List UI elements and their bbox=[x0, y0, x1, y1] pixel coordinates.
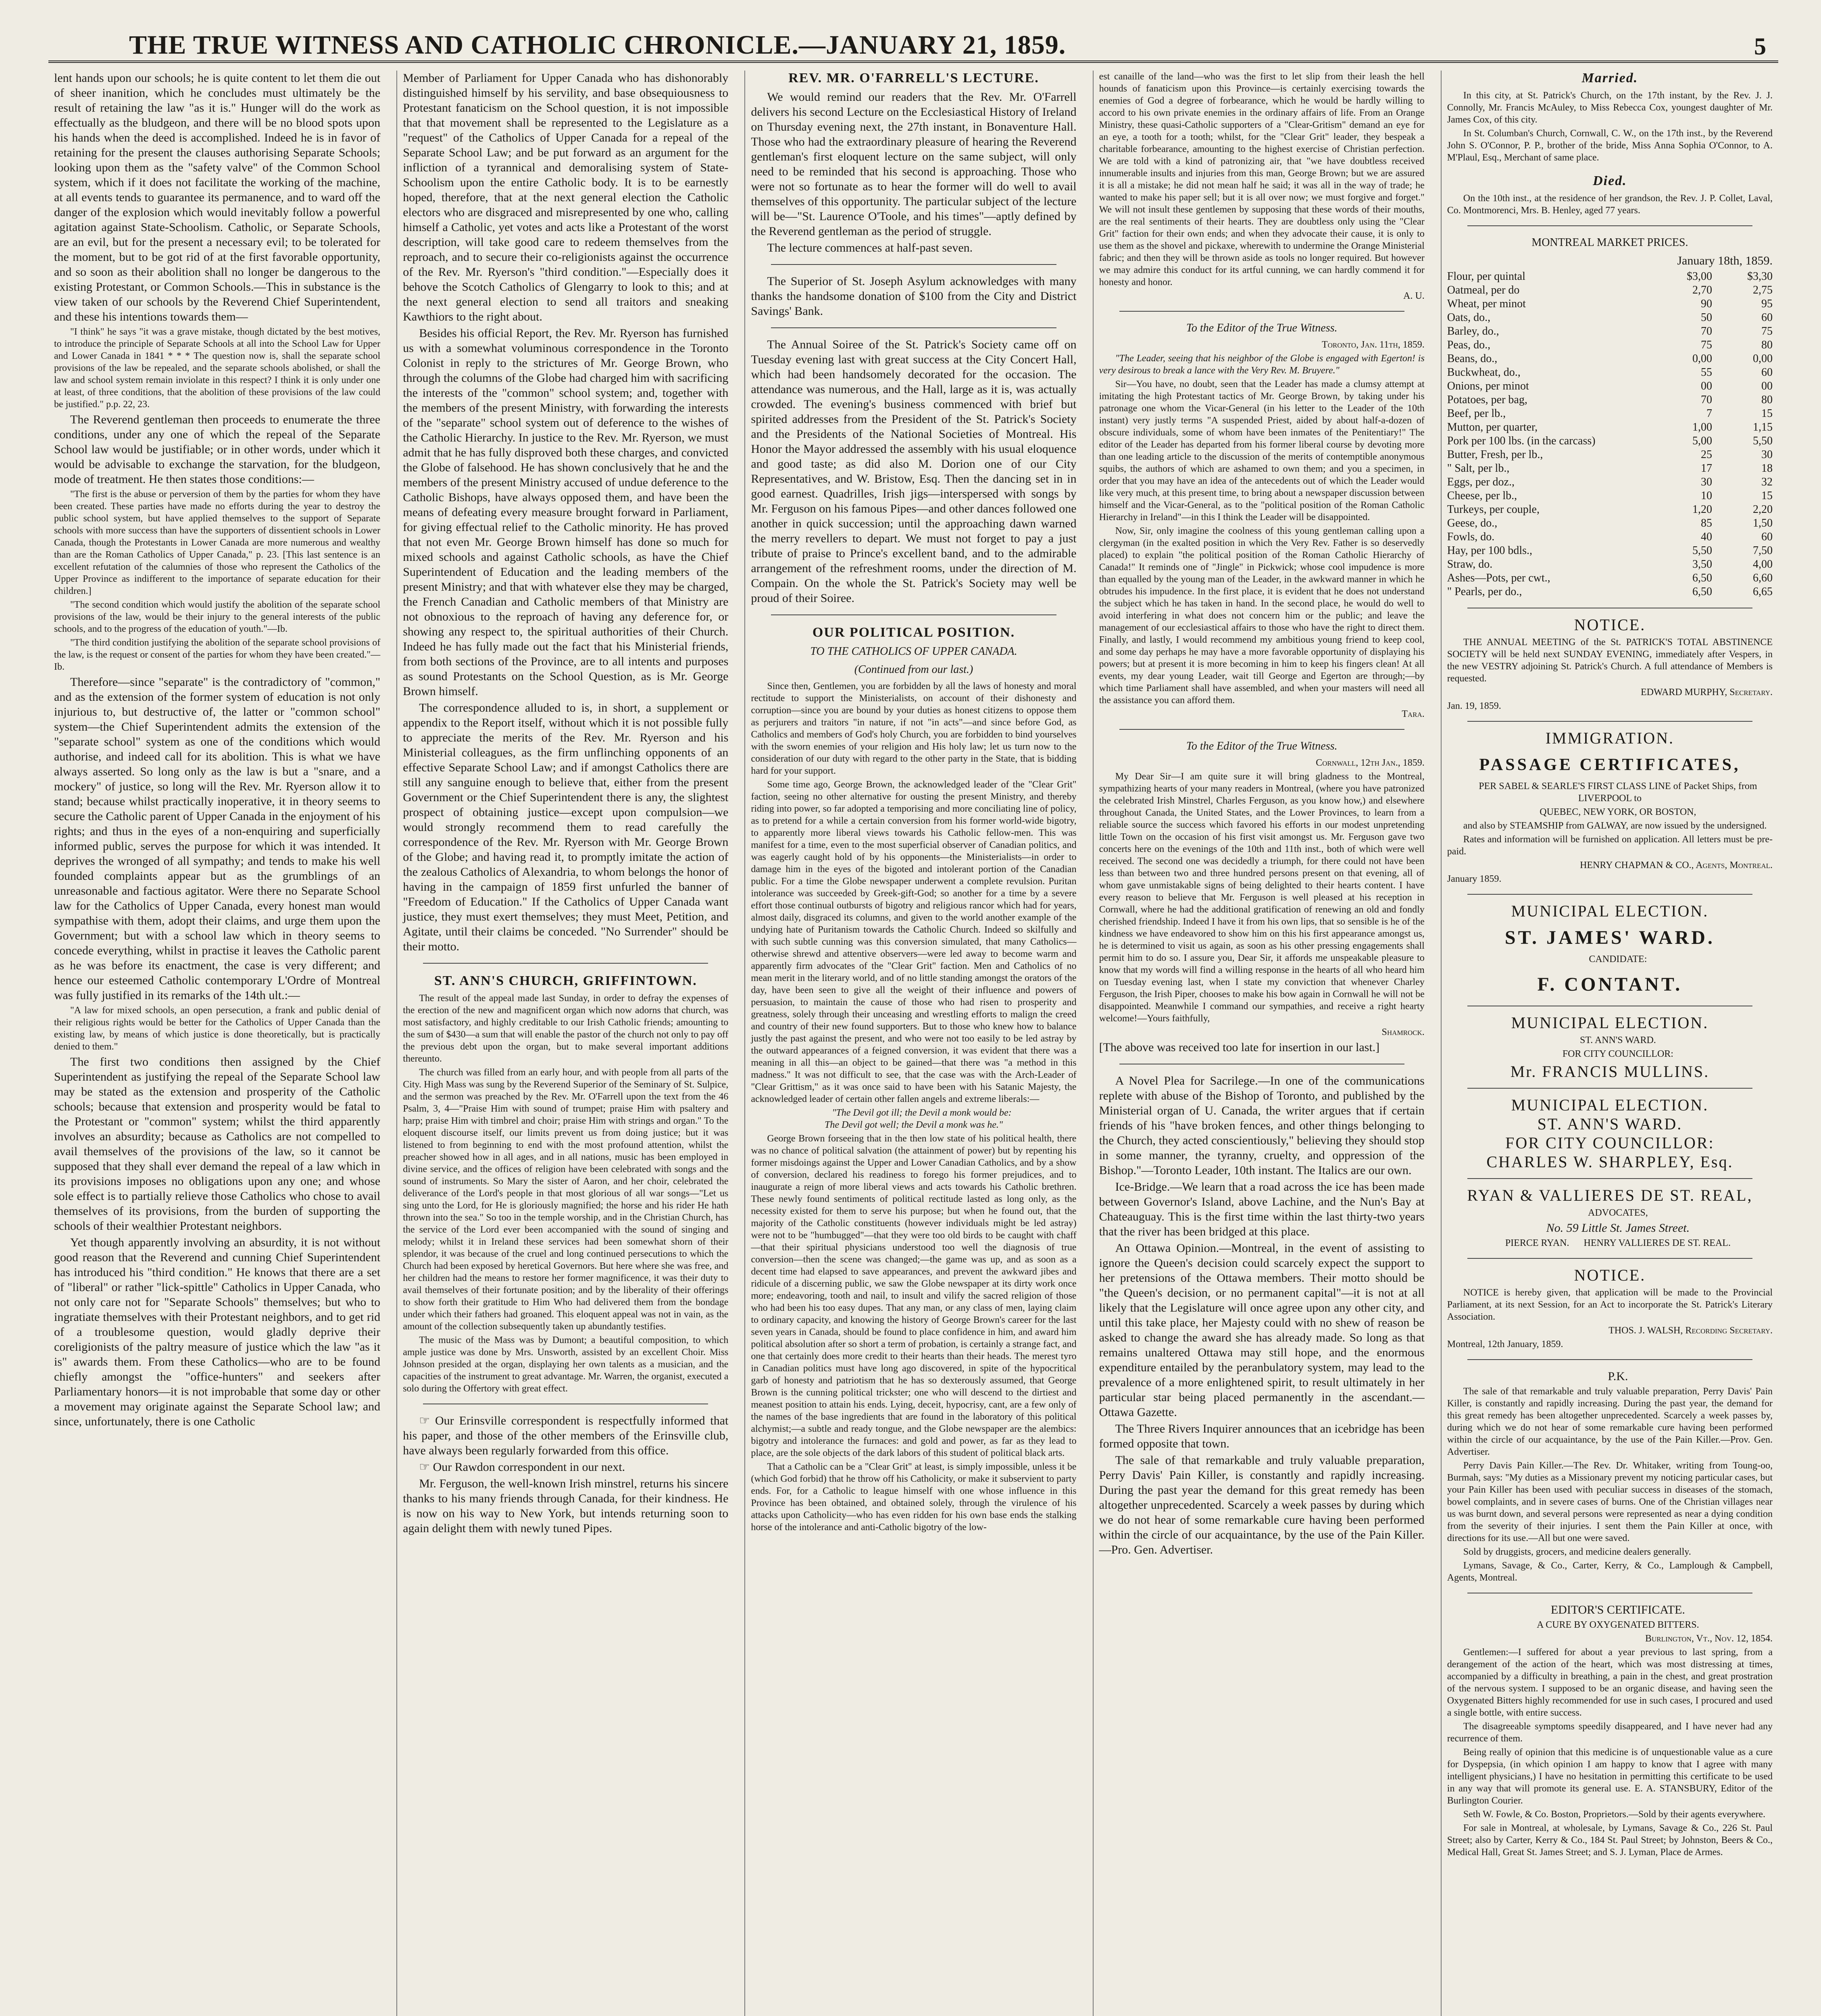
price-high: 32 bbox=[1761, 476, 1773, 488]
certificate-heading: EDITOR'S CERTIFICATE. bbox=[1550, 1603, 1685, 1616]
price-item: Hay, per 100 bdls., bbox=[1447, 544, 1533, 557]
headline: ST. ANN'S CHURCH, GRIFFINTOWN. bbox=[434, 973, 697, 988]
price-row bbox=[1447, 379, 1773, 393]
letter-paragraph: Sir—You have, no doubt, seen that the Leader has made a clumsy attempt at imitating the high Protestant tactics of Mr. George Brown, by taking under his patronage one whom the Vicar-General (in his letter to the Leader of the 10th instant) very justly terms "A suspended Priest, aided by about half-a-dozen of obscure individuals, some of whom have been inmates of the Penitentiary!" The editor of the Leader has departed from his former liberal course by devoting more than one leading article to the discussion of the merits of contemptible anonymous squibs, the authors of which are ashamed to own them; and you a specimen, in order that you may have an idea of the antecedents out of which the Leader would like very much, at this present time, to bring about a newspaper discussion between himself and the Vicar-General, as to the "political position of the Roman Catholic Hierarchy in Ireland"—in this I think the Leader will be disappointed. bbox=[1099, 379, 1425, 523]
certificate-text: Being really of opinion that this medicine is of unquestionable value as a cure for Dyspepsia, (in which opinion I am happy to know that I agree with many intelligent physicians,) I have no hesitation in permitting this certificate to be used in any way that will promote its general use. E. A. STANSBURY, Editor of the Burlington Courier. bbox=[1447, 1747, 1773, 1806]
editor-note: [The above was received too late for insertion in our last.] bbox=[1099, 1041, 1380, 1054]
election-ward: ST. JAMES' WARD. bbox=[1504, 927, 1715, 948]
divider bbox=[1467, 1088, 1752, 1089]
price-item: Beef, per lb., bbox=[1447, 407, 1506, 420]
price-item: Mutton, per quarter, bbox=[1447, 421, 1538, 433]
died-heading: Died. bbox=[1593, 173, 1627, 188]
divider bbox=[1467, 1258, 1752, 1259]
letter-paragraph: Now, Sir, only imagine the coolness of this young gentleman calling upon a clergyman (in the exalted position in which the Very Rev. Father is so deservedly placed) to explain "the political position of the Roman Catholic Hierarchy of Canada!" It reminds one of "Jingle" in Pickwick; whose cool impudence is more than equalled by the young man of the Leader, in the awkward manner in which he obtrudes his impudence. In the first place, it is evident that he does not understand the subject which he has taken in hand. In the second place, he would do well to avoid interfering in what does not concern him or the public; and leave the management of our ecclesiastical affairs to those who have the right to direct them. Finally, and lastly, I would recommend my ambitious young friend to keep cool, and some day perhaps he may have a more favorable opportunity of displaying his powers; but at present it is more becoming in him to keep his fingers clean! At all events, my dear young Leader, wait till George and Egerton are through;—by which time Parliament shall have assembled, and when your masters will need all the assistance you can afford them. bbox=[1099, 526, 1425, 706]
price-item: Potatoes, per bag, bbox=[1447, 394, 1527, 406]
passage-text: Rates and information will be furnished on application. All letters must be pre-paid. bbox=[1447, 834, 1773, 857]
news-item: An Ottawa Opinion.—Montreal, in the event of assisting to ignore the Queen's decision could scarcely expect the support to her pretensions of the Ottawa members. Their motto should be "the Queen's decision, or no permanent capital"—it is not at all likely that the Legislature will once agree upon any other city, and until this take place, her Majesty could with no shew of reason be asked to change the award she has already made. So long as that remains unaltered Ottawa may still hope, and the enormous expenditure entailed by the peranbulatory system, may lead to the prevalence of a more enlightened spirit, to result ultimately in her particular star being placed permanently in the ascendant.—Ottawa Gazette. bbox=[1099, 1241, 1425, 1419]
news-item: The sale of that remarkable and truly valuable preparation, Perry Davis' Pain Killer, is constantly and rapidly increasing. During the past year the demand for this great remedy has been altogether unprecedented. Scarcely a week passes by during which we do not hear of some remarkable cure having been performed within the circle of our acquaintance, by the use of the Pain Killer.—Pro. Gen. Advertiser. bbox=[1099, 1454, 1425, 1556]
price-high: 75 bbox=[1761, 325, 1773, 337]
quotation: "The first is the abuse or perversion of them by the parties for whom they have been created. These parties have made no efforts during the year to destroy the public school system, but have applied themselves to the support of Separate schools with more success than have the supporters of dissentient schools in Lower Canada, though the Protestants in Lower Canada are more numerous and wealthy than are the Roman Catholics of Upper Canada," p. 23. [This last sentence is an excellent refutation of the calumnies of those who represent the Catholics of the Upper Province as indifferent to the importance of separate education for their children.] bbox=[54, 489, 381, 596]
price-low: 0,00 bbox=[1692, 352, 1712, 365]
price-high: 15 bbox=[1761, 489, 1773, 502]
married-notice: In St. Columban's Church, Cornwall, C. W., on the 17th inst., by the Reverend John S. O'Connor, P. P., brother of the bride, Miss Anna Sophia O'Connor, to A. M'Plaul, Esq., Merchant of same place. bbox=[1447, 128, 1773, 163]
price-item: Butter, Fresh, per lb., bbox=[1447, 448, 1543, 461]
price-high: $3,30 bbox=[1747, 270, 1773, 283]
price-item: Oats, do., bbox=[1447, 311, 1491, 324]
price-low: 1,00 bbox=[1692, 421, 1712, 433]
price-item: Onions, per minot bbox=[1447, 380, 1529, 392]
divider bbox=[1119, 311, 1404, 312]
price-high: 18 bbox=[1761, 462, 1773, 475]
election-label: CANDIDATE: bbox=[1589, 954, 1647, 964]
election-heading: MUNICIPAL ELECTION. bbox=[1511, 902, 1709, 920]
column-2 bbox=[396, 71, 734, 2016]
passage-date: January 1859. bbox=[1447, 874, 1502, 884]
article-paragraph: Since then, Gentlemen, you are forbidden by all the laws of honesty and moral rectitude to support the Ministerialists, on account of their dishonesty and corruption—since you are bound by your duties as honest citizens to oppose them as perjurers and traitors "in nature, if not "in acts"—and since before God, as Catholics and members of God's holy Church, you are forbidden to bind yourselves with the sworn enemies of your religion and His holy law; let us turn now to the consideration of our duty with regard to the other party in the State, that is bidding hard for your support. bbox=[751, 681, 1077, 776]
married-heading: Married. bbox=[1581, 71, 1638, 85]
price-low: 50 bbox=[1701, 311, 1712, 324]
column-5 bbox=[1441, 71, 1778, 2016]
price-low: 2,70 bbox=[1692, 284, 1712, 296]
price-item: " Salt, per lb., bbox=[1447, 462, 1510, 475]
price-high: 6,60 bbox=[1753, 572, 1773, 584]
newspaper-page bbox=[48, 24, 1778, 2016]
price-low: 25 bbox=[1701, 448, 1712, 461]
article-paragraph: Besides his official Report, the Rev. Mr. Ryerson has furnished us with a somewhat voluminous correspondence in the Toronto Colonist in reply to the strictures of Mr. George Brown, who through the columns of the Globe had charged him with sacrificing the interests of the "common" school system; and, together with the members of the present Ministry, with forwarding the interests of the "separate" school system out of deference to the wishes of the Catholic Hierarchy. In justice to the Rev. Mr. Ryerson, we must admit that he has fully disproved both these charges, and convicted the Globe of falsehood. He has shown conclusively that he and the members of the present Ministry accused of undue deference to the Catholic Bishops, have always opposed them, and have been the means of defeating every measure brought forward in Parliament, for giving effectual relief to the Catholic minority. He has proved that not even Mr. George Brown himself has done so much for mixed schools and against Catholic schools, as have the Chief Superintendent of Education and the leading members of the present Ministry; and that with whatever else they may be charged, the French Canadian and Catholic members of that Ministry are not obnoxious to the reproach of having any deference for, or showing any respect to, the spiritual authorities of their Church. Indeed he has fully made out the fact that his Ministerial friends, from both sections of the Province, are to all intents and purposes as sound Protestants on the School Question, as is Mr. George Brown himself. bbox=[403, 327, 729, 698]
price-row bbox=[1447, 270, 1773, 283]
price-row bbox=[1447, 558, 1773, 571]
price-item: Straw, do. bbox=[1447, 558, 1493, 571]
price-high: 60 bbox=[1761, 531, 1773, 543]
price-high: 15 bbox=[1761, 407, 1773, 420]
certificate-text: For sale in Montreal, at wholesale, by Lymans, Savage & Co., 226 St. Paul Street; also by Carter, Kerry & Co., 184 St. Paul Street; by Johnston, Beers & Co., Medical Hall, Great St. James Street; and S. J. Lyman, Place de Armes. bbox=[1447, 1823, 1773, 1858]
notice-paragraph bbox=[403, 1413, 728, 1458]
price-row bbox=[1447, 283, 1773, 297]
article-paragraph: The Annual Soiree of the St. Patrick's Society came off on Tuesday evening last with great success at the City Concert Hall, which had been handsomely decorated for the occasion. The attendance was numerous, and the Hall, large as it is, was actually crowded. The evening's business commenced with brief but spirited addresses from the President of the St. Patrick's Society and the Presidents of the National Societies of Montreal. His Honor the Mayor addressed the assembly with his usual eloquence and good taste; as did also M. Dorion one of our City Representatives, and W. Bristow, Esq. Then the dancing set in in good earnest. Quadrilles, Irish jigs—interspersed with songs by Mr. Ferguson on his famous Pipes—and other dances followed one another in quick succession; until the approaching dawn warned the merry revellers to depart. We must not forget to pay a just tribute of praise to Prince's excellent band, and to the admirable arrangement of the refreshment rooms, under the direction of M. Compain. On the whole the St. Patrick's Society may well be proud of their Soiree. bbox=[751, 338, 1077, 605]
quotation: "The third condition justifying the abolition of the separate school provisions of the law, is the request or consent of the parties for whom they have been created."—Ib. bbox=[54, 637, 381, 672]
article-paragraph: The result of the appeal made last Sunday, in order to defray the expenses of the erection of the new and magnificent organ which now adorns that church, was most satisfactory, and highly creditable to our Irish Catholic friends; amounting to the sum of $430—a sum that will enable the pastor of the church not only to pay off the previous debt upon the organ, but to make several important additions thereunto. bbox=[403, 993, 729, 1064]
notice-signature: EDWARD MURPHY, Secretary. bbox=[1640, 687, 1773, 698]
price-row bbox=[1447, 544, 1773, 558]
immigration-heading: IMMIGRATION. bbox=[1545, 729, 1675, 747]
divider bbox=[771, 264, 1056, 265]
price-high: 1,15 bbox=[1753, 421, 1773, 433]
election-heading: MUNICIPAL ELECTION. bbox=[1511, 1014, 1709, 1032]
passage-text: PER SABEL & SEARLE'S FIRST CLASS LINE of Packet Ships, from LIVERPOOL to bbox=[1479, 781, 1757, 804]
price-high: 30 bbox=[1761, 448, 1773, 461]
advert-text: Sold by druggists, grocers, and medicine dealers generally. bbox=[1463, 1547, 1691, 1557]
price-row bbox=[1447, 585, 1773, 599]
article-paragraph: Mr. Ferguson, the well-known Irish minstrel, returns his sincere thanks to his many friends through Canada, for their kindness. He is now on his way to New York, but intends returning soon to again delight them with newly tuned Pipes. bbox=[403, 1477, 729, 1535]
price-row bbox=[1447, 434, 1773, 448]
price-item: " Pearls, per do., bbox=[1447, 585, 1522, 598]
price-high: 80 bbox=[1761, 339, 1773, 351]
columns bbox=[48, 71, 1778, 2016]
price-row bbox=[1447, 503, 1773, 516]
article-paragraph: est canaille of the land—who was the first to let slip from their leash the hell hounds of fanaticism upon this Province—is certainly exercising towards the enemies of God a degree of forbearance, which he would be hardly willing to accord to his own private enemies in the ordinary affairs of life. From an Orange Ministry, these quasi-Catholic supporters of a "Clear-Gritism" demand an eye for an eye, a tooth for a tooth; whilst, for the "Clear Grit" leader, they bespeak a charitable forbearance, amounting to the highest exercise of Christian perfection. We are told with a kind of patronizing air, that "we have doubtless received innumerable insults and injuries from this man, George Brown; but we are assured it is all a mistake; he did not mean half he said; it was all in the way of trade; he wanted to make his paper sell; but it is all over now; we must forgive and forget." We will not insult these gentlemen by supposing that these words of their mouths, are the real sentiments of their hearts. They are doubtless only using the "Clear Grit" faction for their own ends; and when they advocate their cause, it is only to use them as the shovel and pickaxe, wherewith to undermine the Orange Ministerial fabric; and then they will be thrown aside as tools no longer required. But however we may admire this conduct for its artful cunning, we can hardly commend it for honesty and honor. bbox=[1099, 71, 1425, 287]
passage-text: and also by STEAMSHIP from GALWAY, are now issued by the undersigned. bbox=[1463, 821, 1767, 831]
passage-signature: HENRY CHAPMAN & CO., Agents, Montreal. bbox=[1580, 860, 1773, 871]
prices-date: January 18th, 1859. bbox=[1677, 254, 1773, 267]
price-high: 2,75 bbox=[1753, 284, 1773, 296]
news-item: The Three Rivers Inquirer announces that an icebridge has been formed opposite that town. bbox=[1099, 1422, 1425, 1450]
price-high: 80 bbox=[1761, 394, 1773, 406]
divider bbox=[771, 327, 1056, 328]
advert-text: Lymans, Savage, & Co., Carter, Kerry, & Co., Lamplough & Campbell, Agents, Montreal. bbox=[1447, 1560, 1773, 1583]
letter-paragraph: My Dear Sir—I am quite sure it will bring gladness to the Montreal, sympathizing hearts of your many readers in Montreal, (where you have patronized the celebrated Irish Minstrel, Charles Ferguson, as you know how,) and elsewhere throughout Canada, the United States, and the Lower Provinces, to learn from a reliable source the success which favored his efforts in our modest unpretending little Town on the occasion of his first visit amongst us. Mr. Ferguson gave two concerts here on the evenings of the 10th and 11th inst., both of which were well received. The second one was decidedly a triumph, for there could not have been less than between two and three hundred persons present on that evening, all of whom gave unmistakable signs of being delighted to their hearts content. I have every reason to believe that Mr. Ferguson is well pleased at his reception in Cornwall, where he had the additional gratification of renewing an old and fondly cherished friendship. Indeed I have it from his own lips, that so sensible is he of the kindness we have endeavored to show him on this his first appearance amongst us, he is determined to visit us again, as soon as his other pressing engagements shall permit him to do so. I assure you, Dear Sir, it affords me unspeakable pleasure to know that my words will find a willing response in the hearts of all who heard him on Tuesday evening last, when I state my conviction that whenever Charley Ferguson, the Irish Piper, chooses to make his bow again in Cornwall he will not be disappointed. Meanwhile I command our sympathies, and receive a right hearty welcome!—Yours faithfully, bbox=[1099, 771, 1425, 1024]
advert-text: Perry Davis Pain Killer.—The Rev. Dr. Whitaker, writing from Toung-oo, Burmah, says: "My duties as a Missionary prevent my noticing particular cases, but your Pain Killer has been used with peculiar success in diseases of the stomach, bowel complaints, and in severe cases of burns. One of the Christian villages near us was burnt down, and several persons were represented as near a dying condition from the severity of their injuries. I sent them the Pain Killer at once, with directions for its use.—All but one were saved. bbox=[1447, 1460, 1773, 1543]
election-ward: ST. ANN'S WARD. bbox=[1579, 1035, 1656, 1045]
election-ward: ST. ANN'S WARD. bbox=[1537, 1115, 1683, 1133]
price-low: 40 bbox=[1701, 531, 1712, 543]
quotation: "I think" he says "it was a grave mistake, though dictated by the best motives, to introduce the principle of Separate Schools at all into the School Law for Upper and Lower Canada in 1841 * * * The question now is, shall the separate school provisions of the law be repealed, and the separate schools abolished, or shall the law and school system remain inviolate in this respect? I think it is only under one at least, of three conditions, that the abolition of these provisions of the law could be justified." p.p. 22, 23. bbox=[54, 327, 381, 410]
price-low: 5,50 bbox=[1692, 544, 1712, 557]
letter-date: Toronto, Jan. 11th, 1859. bbox=[1321, 339, 1425, 350]
masthead-title: THE TRUE WITNESS AND CATHOLIC CHRONICLE.—JANUARY 21, 1859. bbox=[129, 30, 1066, 60]
price-high: 6,65 bbox=[1753, 585, 1773, 598]
certificate-subheading: A CURE BY OXYGENATED BITTERS. bbox=[1537, 1620, 1699, 1630]
married-notice: In this city, at St. Patrick's Church, on the 17th instant, by the Rev. J. J. Connolly, Mr. Francis McAuley, to Miss Rebecca Cox, youngest daughter of Mr. James Cox, of this city. bbox=[1447, 90, 1773, 125]
election-candidate: Mr. FRANCIS MULLINS. bbox=[1510, 1062, 1710, 1081]
news-item: A Novel Plea for Sacrilege.—In one of the communications replete with abuse of the Bishop of Toronto, and published by the Ministerial organ of U. Canada, the writer argues that if certain friends of his "have broken fences, and other things belonging to the Church, they acted conscientiously," believing they should stop in some manner, the tyranny, cruelty, and oppression of the Bishop."—Toronto Leader, 10th instant. The Italics are our own. bbox=[1099, 1074, 1425, 1177]
article-paragraph: The correspondence alluded to is, in short, a supplement or appendix to the Report itself, without which it is not possible fully to appreciate the merits of the Rev. Mr. Ryerson and his Ministerial colleagues, as the firm unflinching opponents of an effective Separate School Law; and if amongst Catholics there are still any sanguine enough to believe that, either from the present Government or the Chief Superintendent there is any, the slightest prospect of obtaining justice—except upon compulsion—we would strongly recommend them to read carefully the correspondence of the Rev. Mr. Ryerson with Mr. George Brown of the Globe; and having read it, to promptly imitate the action of the zealous Catholics of Alexandria, to whom belongs the honor of having in the campaign of 1859 first unfurled the banner of "Freedom of Education." If the Catholics of Upper Canada want justice, they must exert themselves; they must Meet, Petition, and Agitate, until their claims be conceded. "No Surrender" should be their motto. bbox=[403, 701, 729, 953]
price-low: 5,00 bbox=[1692, 435, 1712, 447]
notice-text: Our Erinsville correspondent is respectfully informed that his paper, and those of the other members of the Erinsville club, have always been regularly forwarded from this office. bbox=[403, 1414, 729, 1457]
price-low: 85 bbox=[1701, 517, 1712, 529]
price-item: Barley, do., bbox=[1447, 325, 1499, 337]
price-row bbox=[1447, 421, 1773, 434]
quotation: "The second condition which would justify the abolition of the separate school provisions of the law, would be their injury to the general interests of the public schools, and to the progress of the education of youth."—Ib. bbox=[54, 600, 381, 634]
price-high: 60 bbox=[1761, 311, 1773, 324]
quotation: "A law for mixed schools, an open persecution, a frank and public denial of their religious rights would be better for the Catholics of Upper Canada than the existing law, by means of which justice is done theoretically, but is practically denied to them." bbox=[54, 1005, 381, 1052]
price-row bbox=[1447, 516, 1773, 530]
column-4 bbox=[1093, 71, 1430, 2016]
price-low: 7 bbox=[1706, 407, 1712, 420]
price-row bbox=[1447, 366, 1773, 379]
column-3 bbox=[744, 71, 1082, 2016]
election-label: FOR CITY COUNCILLOR: bbox=[1562, 1049, 1673, 1059]
price-high: 1,50 bbox=[1753, 517, 1773, 529]
election-label: FOR CITY COUNCILLOR: bbox=[1505, 1134, 1715, 1152]
divider bbox=[1467, 1178, 1752, 1179]
notice-text: Our Rawdon correspondent in our next. bbox=[433, 1460, 625, 1474]
notice-heading: NOTICE. bbox=[1574, 1266, 1646, 1284]
notice-date: Jan. 19, 1859. bbox=[1447, 701, 1501, 711]
price-row bbox=[1447, 407, 1773, 421]
price-low: 6,50 bbox=[1692, 585, 1712, 598]
divider bbox=[771, 614, 1056, 615]
certificate-date: Burlington, Vt., Nov. 12, 1854. bbox=[1645, 1633, 1773, 1644]
divider bbox=[1467, 721, 1752, 722]
notice-signature: THOS. J. WALSH, Recording Secretary. bbox=[1608, 1325, 1773, 1336]
price-row bbox=[1447, 338, 1773, 352]
notice-text: NOTICE is hereby given, that application will be made to the Provincial Parliament, at its next Session, for an Act to incorporate the St. Patrick's Literary Association. bbox=[1447, 1287, 1773, 1322]
article-paragraph: The Reverend gentleman then proceeds to enumerate the three conditions, under any one of which the repeal of the Separate School law would be justifiable; or in other words, under which it would be advisable to exchange the starvation, for the bludgeon, mode of treatment. He then states those conditions:— bbox=[54, 413, 381, 486]
price-item: Beans, do., bbox=[1447, 352, 1498, 365]
law-firm-subtitle: ADVOCATES, bbox=[1588, 1208, 1648, 1218]
price-high: 95 bbox=[1761, 298, 1773, 310]
price-item: Geese, do., bbox=[1447, 517, 1498, 529]
price-item: Buckwheat, do., bbox=[1447, 366, 1521, 379]
law-firm-address: No. 59 Little St. James Street. bbox=[1546, 1221, 1690, 1235]
price-row bbox=[1447, 530, 1773, 544]
divider bbox=[1467, 225, 1752, 226]
price-item: Oatmeal, per do bbox=[1447, 284, 1520, 296]
price-row bbox=[1447, 475, 1773, 489]
divider bbox=[1467, 894, 1752, 895]
certificate-text: Gentlemen:—I suffered for about a year previous to last spring, from a derangement of the action of the heart, which was most distressing at times, accompanied by a difficulty in breathing, a pain in the chest, and great prostration of the nervous system. I supposed to be an organic disease, and having seen the Oxygenated Bitters highly recommended for use in such cases, I procured and used a single bottle, with entire success. bbox=[1447, 1647, 1773, 1718]
divider bbox=[1467, 1359, 1752, 1360]
price-high: 00 bbox=[1761, 380, 1773, 392]
article-paragraph: The first two conditions then assigned by the Chief Superintendent as justifying the repeal of the Separate School law may be stated as the extension and prosperity of the Catholic schools; because that extension and prosperity would be fatal to the Protestant or "common" system; whilst the third apparently involves an absurdity; because as Catholics are not compelled to avail themselves of the provisions of the law, so it cannot be supposed that they shall ever demand the repeal of a law which in its provisions imposes no obligations upon any one; and whose sole effect is to partially relieve those Catholics who chose to avail themselves of its provisions, from the burden of supporting the schools of their wealthier Protestant neighbors. bbox=[54, 1055, 381, 1233]
price-item: Eggs, per doz., bbox=[1447, 476, 1515, 488]
price-high: 4,00 bbox=[1753, 558, 1773, 571]
divider bbox=[1119, 729, 1404, 730]
article-paragraph: The lecture commences at half-past seven. bbox=[767, 241, 973, 254]
price-row bbox=[1447, 571, 1773, 585]
article-paragraph: Therefore—since "separate" is the contradictory of "common," and as the extension of the former system of education is not only injurious to, but destructive of, the latter or "common school" system—the Chief Superintendent admits the extension of the "separate school" system as one of the conditions which would authorise, and indeed call for its abolition. This is what we have always asserted. So long only as the law is but a "snare, and a mockery" of justice, so long will the Rev. Mr. Ryerson allow it to stand; because whilst practically inoperative, it in theory seems to secure the Catholic parent of Upper Canada in the enjoyment of his rights; and thus in the eyes of a non-enquiring and superficially informed public, serves the purpose for which it was intended. It deprives the wronged of all sympathy; and tends to make his well founded complaints appear but as the grumblings of an unreasonable and factious agitator. Were there no Separate School law for the Catholics of Upper Canada, every honest man would sympathise with them, adopt their claims, and urge them upon the Government; but with a school law which in theory seems to concede everything, whilst in practise it leaves the Catholic parent as he was before its enactment, the case is very different; and hence our esteemed Catholic contemporary L'Ordre of Montreal was fully justified in its remarks of the 14th ult.:— bbox=[54, 675, 381, 1002]
letter-heading: To the Editor of the True Witness. bbox=[1186, 740, 1338, 752]
law-firm-names: PIERCE RYAN. HENRY VALLIERES DE ST. REAL. bbox=[1505, 1238, 1731, 1248]
election-candidate: F. CONTANT. bbox=[1537, 974, 1683, 995]
article-paragraph: George Brown forseeing that in the then low state of his political health, there was no chance of political salvation (the attainment of power) but by repenting his former misdoings against the Upper and Lower Canadian Catholics, and by a show of conversion, declared his readiness to forego his former prejudices, and to inaugurate a reign of more liberal views and acts towards his Catholic brethren. These newly found sentiments of political rectitude lasted as long only, as the necessity existed for them to serve his purpose; but when he found out, that the majority of the Catholic constituents (however individuals might be led astray) were not to be "humbugged"—that they were too old birds to be caught with chaff—that their spiritual physicians understood too well the diagnosis of true conversion—then the scene was changed;—the game was up, and as soon as a decent time had elapsed to save appearances, and prevent the awkward jibes and ridicule of a discerning public, we saw the Globe newspaper at its dirty work once more; endeavoring, tooth and nail, to insult and vilify the sacred religion of those who had been his too easy dupes. That any man, or any class of men, laying claim to ordinary capacity, and knowing the history of George Brown's career for the last seven years in Canada, should be found to place confidence in him, and award him political absolution after so short a term of probation, is certainly a strange fact, and one that certainly does more credit to their hearts than their heads. The merest tyro in Canadian politics must have long ago discovered, in spite of the hypocritical garb of honesty and patriotism that he has so dexterously assumed, that George Brown is the cunning political trickster; one who will descend to the dirtiest and meanest position to attain his ends. Lying, deceit, hypocrisy, cant, are a few only of the names of the base ingredients that are found in the laboratory of this political alchymist;—a subtle and ready tongue, and the Globe newspaper are the alembics: bigotry and intolerance the furnaces: and gold and power, as far as they lead to place, are the sole objects of the dark labors of this student of political black arts. bbox=[751, 1133, 1077, 1458]
passage-heading: PASSAGE CERTIFICATES, bbox=[1479, 756, 1741, 774]
price-row bbox=[1447, 489, 1773, 503]
price-high: 5,50 bbox=[1753, 435, 1773, 447]
column-1 bbox=[48, 71, 386, 2016]
price-high: 7,50 bbox=[1753, 544, 1773, 557]
price-row bbox=[1447, 393, 1773, 407]
divider bbox=[423, 963, 708, 964]
price-low: 00 bbox=[1701, 380, 1712, 392]
price-high: 0,00 bbox=[1753, 352, 1773, 365]
price-low: 17 bbox=[1701, 462, 1712, 475]
article-paragraph: Some time ago, George Brown, the acknowledged leader of the "Clear Grit" faction, seeing no other alternative for ousting the present Ministry, and thereby riding into power, so far adopted a temporising and more conciliating line of policy, as to pretend for a while a certain conversion from his former world-wide bigotry, to apparently more liberal views towards his Catholic fellow-men. This was manifest for a time, even to the most superficial observer of Canadian politics, and was eagerly caught hold of by his opponents—the Ministerialists—in order to damage him in the eyes of the bigoted and intolerant portion of the Canadian public. For a time the Globe newspaper underwent a complete revulsion. Puritan intolerance was succeeded by Greek-gift-God; so another for a time by a severe effort those continual outbursts of bigotry and religious rancor which had for years, almost daily, disgraced its columns, and given to the world another example of the undying hate of Puritanism towards the Catholic Church. Indeed so skilfully and with such subtle cunning was this conversion simulated, that many Catholics—otherwise shrewd and attentive observers—were led away to become warm and apparently firm advocates of the "Clear Grit" faction. Men and Catholics of no mean merit in the literary world, and of no little standing amongst the orators of the day, have been seen to give all the weight of their influence and powers of persuasion, to maintain the cause of those who had risen to prosperity and greatness, solely through their unceasing and wrestling efforts to malign the creed and country of their new found supporters. But to those who knew how to balance justly the past against the present, and who were not too easily to be led astray by the outward appearances of a feigned conversion, it was evident that there was a meaning in all this—an object to be gained—that there was "a method in this madness." It was not difficult to see, that the case was with the Arch-Leader of "Clear Grittism," as it was once said to have been with his Satanic Majesty, the acknowledged leader of certain other fallen angels and extreme liberals:— bbox=[751, 779, 1077, 1104]
notice-paragraph bbox=[403, 1460, 728, 1475]
notice-heading: NOTICE. bbox=[1574, 616, 1646, 634]
page-number: 5 bbox=[1754, 33, 1766, 60]
price-low: 30 bbox=[1701, 476, 1712, 488]
died-notice: On the 10th inst., at the residence of her grandson, the Rev. J. P. Collet, Laval, Co. Montmorenci, Mrs. B. Henley, aged 77 years. bbox=[1447, 193, 1773, 216]
prices-heading: MONTREAL MARKET PRICES. bbox=[1531, 236, 1688, 249]
pk-heading: P.K. bbox=[1608, 1370, 1628, 1383]
news-item: Ice-Bridge.—We learn that a road across the ice has been made between Governor's Island, above Lachine, and the Nun's Bay at Chateauguay. This is the first time within the last thirty-two years that the river has been bridged at this place. bbox=[1099, 1180, 1425, 1238]
law-firm-heading: RYAN & VALLIERES DE ST. REAL, bbox=[1467, 1186, 1753, 1204]
certificate-text: Seth W. Fowle, & Co. Boston, Proprietors.—Sold by their agents everywhere. bbox=[1463, 1809, 1766, 1820]
price-row bbox=[1447, 352, 1773, 366]
price-low: 3,50 bbox=[1692, 558, 1712, 571]
price-item: Wheat, per minot bbox=[1447, 298, 1526, 310]
notice-date: Montreal, 12th January, 1859. bbox=[1447, 1339, 1563, 1350]
signature: A. U. bbox=[1403, 291, 1425, 301]
price-row bbox=[1447, 462, 1773, 475]
price-low: $3,00 bbox=[1687, 270, 1712, 283]
certificate-text: The disagreeable symptoms speedily disappeared, and I have never had any recurrence of them. bbox=[1447, 1721, 1773, 1744]
letter-epigraph: "The Leader, seeing that his neighbor of the Globe is engaged with Egerton! is very desirous to break a lance with the Very Rev. M. Bruyere." bbox=[1099, 353, 1425, 376]
price-low: 90 bbox=[1701, 298, 1712, 310]
article-paragraph: The church was filled from an early hour, and with people from all parts of the City. High Mass was sung by the Reverend Superior of the Seminary of St. Sulpice, and the sermon was preached by the Rev. Mr. O'Farrell upon the text from the 46 Psalm, 3, 4—"Praise Him with sound of trumpet; praise Him with psaltery and harp; praise Him with timbrel and choir; praise Him with strings and organ." To the eloquent discourse itself, our limits prevent us from doing justice; but it was listened to from beginning to end with the most profound attention, whilst the preacher showed how in all ages, and in all nations, music has been employed in divine service, and the offices of religion have been celebrated with songs and the sound of instruments. So Mary the sister of Aaron, and her choir, celebrated the deliverance of the Lord's people in that most glorious of all war songs—"Let us sing unto the Lord, for He is gloriously magnified; the horse and his rider He hath thrown into the sea." So too in the temple worship, and in the Christian Church, has the service of the Lord ever been accompanied with the sound of singing and melody; whilst it in Ireland these services had been somewhat shorn of their splendor, it was because of the cruel and long continued persecutions to which the Church had been exposed by heretical Governors. But here where she was free, and her children had the means to restore her former magnificence, it was their duty to avail themselves of their fortunate position; and by the liberality of their offerings to show forth their gratitude to Him Who had delivered them from the bondage under which their fathers had groaned. This eloquent appeal was not in vain, as the amount of the collection subsequently taken up abundantly testifies. bbox=[403, 1067, 729, 1332]
article-paragraph: We would remind our readers that the Rev. Mr. O'Farrell delivers his second Lecture on the Ecclesiastical History of Ireland on Thursday evening next, the 27th instant, in Bonaventure Hall. Those who had the extraordinary pleasure of hearing the Reverend gentleman's first eloquent lecture on the same subject, will only need to be reminded that his second is approaching. Those who were not so fortunate as to hear the former will do well to avail themselves of this opportunity. The particular subject of the lecture will be—"St. Laurence O'Toole, and his times"—aptly defined by the Reverend gentleman as the period of struggle. bbox=[751, 90, 1077, 238]
pointing-hand-icon: ☞ bbox=[419, 1460, 433, 1474]
article-paragraph: Member of Parliament for Upper Canada who has dishonorably distinguished himself by his servility, and base obsequiousness to Protestant fanaticism on the School question, it is not impossible that that movement shall be represented to the Legislature as a "request" of the Catholics of Upper Canada for a repeal of the Separate School Law; and be put forward as an argument for the infliction of a tyrannical and demoralising system of State-Schoolism upon the entire Catholic body. It is to be earnestly hoped, therefore, that at the next general election the Catholic electors who are disgraced and misrepresented by one who, calling himself a Catholic, yet votes and acts like a Protestant of the worst description, will take good care to redeem themselves from the reproach, and to secure their co-religionists against the occurrence of the Rev. Mr. Ryerson's "third condition."—Especially does it behove the Scotch Catholics of Glengarry to look to this; and at the next general election to send all traitors and sneaking Kawthiors to the right about. bbox=[403, 71, 729, 323]
subheadline: TO THE CATHOLICS OF UPPER CANADA. bbox=[810, 645, 1017, 658]
pointing-hand-icon: ☞ bbox=[419, 1414, 435, 1427]
price-table bbox=[1447, 270, 1773, 599]
price-item: Turkeys, per couple, bbox=[1447, 503, 1540, 516]
article-paragraph: Yet though apparently involving an absurdity, it is not without good reason that the Reverend and cunning Chief Superintendent has introduced his "third condition." He knows that there are a set of "liberal" or rather "lick-spittle" Catholics in Upper Canada, who not only care not for "Separate Schools" themselves; but who to ingratiate themselves with their Protestant neighbors, and to get rid of a troublesome question, would gladly deprive their coreligionists of the paltry measure of justice which the law "as it is" awards them. From these Catholics—who are to be found chiefly amongst the "office-hunters" and seekers after Parliamentary honors—it is not improbable that some day or other a movement may originate against the Separate School law; and since, unfortunately, there is one Catholic bbox=[54, 1236, 381, 1428]
passage-destinations: QUEBEC, NEW YORK, OR BOSTON, bbox=[1540, 807, 1696, 817]
election-heading: MUNICIPAL ELECTION. bbox=[1511, 1096, 1709, 1114]
subheadline: (Continued from our last.) bbox=[854, 663, 973, 676]
price-row bbox=[1447, 311, 1773, 325]
article-paragraph: That a Catholic can be a "Clear Grit" at least, is simply impossible, unless it be (which God forbid) that he throw off his Catholicity, or make it subservient to party ends. For, for a Catholic to league himself with one whose influence in this Province has been obtained, and obtained solely, through the virulence of his attacks upon Catholicity—who has even ridden for his own base ends the stalking horse of the intolerance and anti-Catholic bigotry of the low- bbox=[751, 1462, 1077, 1533]
price-item: Fowls, do. bbox=[1447, 531, 1495, 543]
price-low: 70 bbox=[1701, 394, 1712, 406]
price-low: 10 bbox=[1701, 489, 1712, 502]
verse: "The Devil got ill; the Devil a monk would be: The Devil got well; the Devil a monk was he." bbox=[825, 1108, 1012, 1130]
signature: Tara. bbox=[1402, 709, 1425, 719]
price-item: Peas, do., bbox=[1447, 339, 1491, 351]
price-row bbox=[1447, 325, 1773, 338]
article-paragraph: lent hands upon our schools; he is quite content to let them die out of sheer inanition, which he concludes must ultimately be the result of retaining the law "as it is." Hunger will do the work as effectually as the bludgeon, and there will be no blood spots upon his hands when the deed is accomplished. Indeed he is in favor of retaining for the present the clauses authorising Separate Schools; looking upon them as the "safety valve" of the Common School system, which if it does not facilitate the working of the machine, at all events tends to guarantee its permanence, and to ward off the danger of the explosion which would inevitably follow a powerful agitation against State-Schoolism. Catholic, or Separate Schools, are an evil, but for the present a necessary evil; to be tolerated for the moment, but to be got rid of at the first favorable opportunity, and so soon as their abolition shall no longer be dangerous to the existing Protestant, or Common Schools.—This in substance is the view taken of our schools by the Reverend Chief Superintendent, and these his intentions towards them— bbox=[54, 71, 381, 323]
signature: Shamrock. bbox=[1381, 1027, 1425, 1037]
price-item: Flour, per quintal bbox=[1447, 270, 1525, 283]
price-low: 6,50 bbox=[1692, 572, 1712, 584]
election-candidate: CHARLES W. SHARPLEY, Esq. bbox=[1486, 1153, 1733, 1171]
headline: REV. MR. O'FARRELL'S LECTURE. bbox=[788, 71, 1039, 85]
price-row bbox=[1447, 297, 1773, 311]
price-item: Pork per 100 lbs. (in the carcass) bbox=[1447, 435, 1596, 447]
price-row bbox=[1447, 448, 1773, 462]
headline: OUR POLITICAL POSITION. bbox=[812, 625, 1015, 640]
price-high: 2,20 bbox=[1753, 503, 1773, 516]
letter-heading: To the Editor of the True Witness. bbox=[1186, 322, 1338, 334]
price-low: 1,20 bbox=[1692, 503, 1712, 516]
price-item: Ashes—Pots, per cwt., bbox=[1447, 572, 1550, 584]
letter-date: Cornwall, 12th Jan., 1859. bbox=[1316, 758, 1425, 768]
price-high: 60 bbox=[1761, 366, 1773, 379]
price-low: 75 bbox=[1701, 339, 1712, 351]
article-paragraph: The music of the Mass was by Dumont; a beautiful composition, to which ample justice was done by Mrs. Unsworth, assisted by an excellent Choir. Miss Johnson presided at the organ, displaying her own talents as a musician, and the capacities of the instrument to great advantage. Mr. Warren, the organist, executed a solo during the Offertory with great effect. bbox=[403, 1335, 729, 1394]
price-low: 55 bbox=[1701, 366, 1712, 379]
notice-text: THE ANNUAL MEETING of the St. PATRICK'S TOTAL ABSTINENCE SOCIETY will be held next SUNDAY EVENING, immediately after Vespers, in the new VESTRY adjoining St. Patrick's Church. A full attendance of Members is requested. bbox=[1447, 637, 1773, 684]
price-item: Cheese, per lb., bbox=[1447, 489, 1517, 502]
article-paragraph: The Superior of St. Joseph Asylum acknowledges with many thanks the handsome donation of $100 from the City and District Savings' Bank. bbox=[751, 275, 1077, 318]
price-low: 70 bbox=[1701, 325, 1712, 337]
masthead bbox=[48, 24, 1778, 63]
advert-text: The sale of that remarkable and truly valuable preparation, Perry Davis' Pain Killer, is constantly and rapidly increasing. During the past year, the demand for this great remedy has been altogether unprecedented. Scarcely a week passes by, during which we do not hear of some remarkable cure having been performed within the circle of our acquaintance, by the use of the Pain Killer.—Prov. Gen. Advertiser. bbox=[1447, 1386, 1773, 1457]
